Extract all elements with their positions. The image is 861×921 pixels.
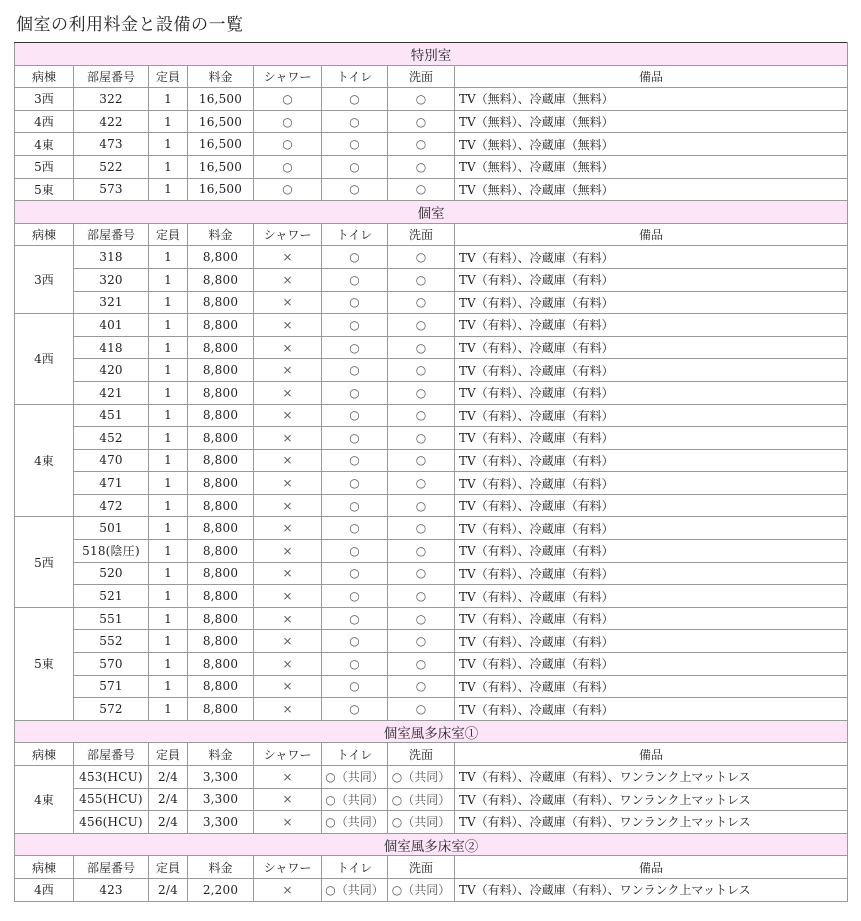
sink-cell: ○ [388,133,455,156]
room-number-cell: 420 [74,359,149,382]
table-row [15,698,848,721]
toilet-cell: ○ [322,336,388,359]
toilet-cell: ○ [322,268,388,291]
shower-cell: × [254,562,322,585]
capacity-cell: 1 [149,133,188,156]
column-header: 定員 [149,743,188,766]
room-number-cell: 573 [74,178,149,201]
fee-cell: 3,300 [188,811,254,834]
fee-cell: 16,500 [188,155,254,178]
shower-cell: × [254,788,322,811]
shower-cell: × [254,291,322,314]
column-header: 病棟 [15,743,74,766]
fee-cell: 16,500 [188,110,254,133]
toilet-cell: ○ [322,472,388,495]
ward-cell: 4東 [15,766,74,834]
fee-cell: 8,800 [188,427,254,450]
toilet-cell: ○（共同） [322,788,388,811]
toilet-cell: ○ [322,314,388,337]
sink-cell: ○ [388,314,455,337]
toilet-cell: ○ [322,427,388,450]
capacity-cell: 2/4 [149,766,188,789]
equipment-cell: TV（無料）、冷蔵庫（無料） [455,133,848,156]
shower-cell: × [254,359,322,382]
section-title: 個室風多床室② [15,833,848,856]
shower-cell: × [254,494,322,517]
column-header: 洗面 [388,743,455,766]
column-header-row [15,65,848,88]
table-row [15,246,848,269]
shower-cell: × [254,811,322,834]
table-row [15,540,848,563]
section-title-row [15,43,848,66]
ward-cell: 3西 [15,246,74,314]
column-header: 定員 [149,223,188,246]
table-row [15,449,848,472]
table-row [15,88,848,111]
fee-cell: 8,800 [188,653,254,676]
sink-cell: ○ [388,427,455,450]
room-number-cell: 456(HCU) [74,811,149,834]
column-header-row [15,223,848,246]
table-row [15,178,848,201]
sink-cell: ○ [388,698,455,721]
column-header: 料金 [188,223,254,246]
fee-cell: 8,800 [188,336,254,359]
table-row [15,314,848,337]
shower-cell: ○ [254,155,322,178]
shower-cell: × [254,517,322,540]
table-row [15,517,848,540]
fee-cell: 3,300 [188,766,254,789]
fee-cell: 8,800 [188,449,254,472]
shower-cell: × [254,653,322,676]
toilet-cell: ○ [322,698,388,721]
room-number-cell: 501 [74,517,149,540]
fee-cell: 2,200 [188,878,254,901]
room-number-cell: 518(陰圧) [74,540,149,563]
capacity-cell: 1 [149,585,188,608]
ward-cell: 4東 [15,404,74,517]
sink-cell: ○ [388,630,455,653]
capacity-cell: 1 [149,675,188,698]
column-header: 病棟 [15,65,74,88]
room-number-cell: 570 [74,653,149,676]
shower-cell: × [254,766,322,789]
column-header: 洗面 [388,223,455,246]
ward-cell: 5西 [15,517,74,607]
room-number-cell: 453(HCU) [74,766,149,789]
capacity-cell: 2/4 [149,811,188,834]
equipment-cell: TV（有料）、冷蔵庫（有料） [455,314,848,337]
table-row [15,155,848,178]
equipment-cell: TV（有料）、冷蔵庫（有料） [455,336,848,359]
column-header: トイレ [322,65,388,88]
fee-cell: 8,800 [188,268,254,291]
capacity-cell: 1 [149,517,188,540]
column-header: トイレ [322,223,388,246]
table-row [15,630,848,653]
column-header: トイレ [322,856,388,879]
shower-cell: × [254,585,322,608]
equipment-cell: TV（有料）、冷蔵庫（有料） [455,427,848,450]
column-header: 部屋番号 [74,223,149,246]
capacity-cell: 1 [149,314,188,337]
sink-cell: ○ [388,359,455,382]
toilet-cell: ○ [322,291,388,314]
capacity-cell: 1 [149,562,188,585]
toilet-cell: ○ [322,110,388,133]
section-title-row [15,720,848,743]
room-number-cell: 571 [74,675,149,698]
shower-cell: × [254,381,322,404]
table-row [15,336,848,359]
column-header: 部屋番号 [74,65,149,88]
table-row [15,562,848,585]
table-row [15,427,848,450]
sink-cell: ○ [388,607,455,630]
shower-cell: × [254,449,322,472]
page-title: 個室の利用料金と設備の一覧 [16,15,244,35]
sink-cell: ○ [388,517,455,540]
room-number-cell: 421 [74,381,149,404]
fee-cell: 3,300 [188,788,254,811]
toilet-cell: ○ [322,359,388,382]
column-header: 病棟 [15,856,74,879]
toilet-cell: ○ [322,494,388,517]
equipment-cell: TV（有料）、冷蔵庫（有料） [455,449,848,472]
shower-cell: ○ [254,88,322,111]
table-row [15,653,848,676]
fee-cell: 8,800 [188,472,254,495]
column-header: トイレ [322,743,388,766]
shower-cell: × [254,698,322,721]
ward-cell: 4西 [15,314,74,404]
sink-cell: ○（共同） [388,878,455,901]
sink-cell: ○ [388,381,455,404]
capacity-cell: 1 [149,630,188,653]
capacity-cell: 1 [149,246,188,269]
sink-cell: ○ [388,268,455,291]
equipment-cell: TV（有料）、冷蔵庫（有料） [455,562,848,585]
room-number-cell: 552 [74,630,149,653]
table-row [15,811,848,834]
column-header-row [15,856,848,879]
ward-cell: 4東 [15,133,74,156]
table-row [15,472,848,495]
toilet-cell: ○ [322,517,388,540]
table-row [15,766,848,789]
toilet-cell: ○ [322,653,388,676]
fee-cell: 16,500 [188,133,254,156]
equipment-cell: TV（有料）、冷蔵庫（有料） [455,246,848,269]
room-number-cell: 423 [74,878,149,901]
capacity-cell: 1 [149,472,188,495]
capacity-cell: 1 [149,404,188,427]
equipment-cell: TV（有料）、冷蔵庫（有料） [455,404,848,427]
room-number-cell: 455(HCU) [74,788,149,811]
capacity-cell: 1 [149,178,188,201]
fee-cell: 8,800 [188,359,254,382]
capacity-cell: 1 [149,427,188,450]
shower-cell: × [254,472,322,495]
fee-cell: 8,800 [188,314,254,337]
capacity-cell: 1 [149,653,188,676]
fee-cell: 8,800 [188,585,254,608]
toilet-cell: ○ [322,133,388,156]
room-number-cell: 521 [74,585,149,608]
shower-cell: ○ [254,178,322,201]
equipment-cell: TV（有料）、冷蔵庫（有料）、ワンランク上マットレス [455,788,848,811]
toilet-cell: ○ [322,585,388,608]
column-header: 洗面 [388,856,455,879]
shower-cell: × [254,314,322,337]
column-header: 部屋番号 [74,856,149,879]
column-header: 備品 [455,856,848,879]
fee-cell: 8,800 [188,381,254,404]
shower-cell: × [254,268,322,291]
room-number-cell: 472 [74,494,149,517]
sink-cell: ○ [388,585,455,608]
ward-cell: 5西 [15,155,74,178]
equipment-cell: TV（無料）、冷蔵庫（無料） [455,110,848,133]
table-row [15,675,848,698]
sink-cell: ○ [388,449,455,472]
sink-cell: ○ [388,472,455,495]
sink-cell: ○ [388,562,455,585]
capacity-cell: 1 [149,449,188,472]
equipment-cell: TV（有料）、冷蔵庫（有料） [455,698,848,721]
table-row [15,404,848,427]
equipment-cell: TV（無料）、冷蔵庫（無料） [455,155,848,178]
fee-cell: 8,800 [188,540,254,563]
column-header: 料金 [188,65,254,88]
capacity-cell: 1 [149,268,188,291]
fee-cell: 8,800 [188,494,254,517]
fee-cell: 8,800 [188,698,254,721]
table-row [15,133,848,156]
toilet-cell: ○ [322,246,388,269]
room-number-cell: 318 [74,246,149,269]
sink-cell: ○ [388,246,455,269]
column-header: 備品 [455,743,848,766]
equipment-cell: TV（有料）、冷蔵庫（有料） [455,630,848,653]
fee-cell: 8,800 [188,607,254,630]
shower-cell: × [254,404,322,427]
sink-cell: ○ [388,653,455,676]
capacity-cell: 1 [149,381,188,404]
room-number-cell: 572 [74,698,149,721]
column-header: 洗面 [388,65,455,88]
equipment-cell: TV（有料）、冷蔵庫（有料） [455,540,848,563]
sink-cell: ○ [388,178,455,201]
sink-cell: ○ [388,155,455,178]
shower-cell: × [254,675,322,698]
toilet-cell: ○ [322,675,388,698]
room-number-cell: 470 [74,449,149,472]
equipment-cell: TV（有料）、冷蔵庫（有料） [455,653,848,676]
shower-cell: × [254,246,322,269]
room-number-cell: 551 [74,607,149,630]
capacity-cell: 1 [149,110,188,133]
equipment-cell: TV（有料）、冷蔵庫（有料） [455,268,848,291]
column-header: 定員 [149,856,188,879]
equipment-cell: TV（無料）、冷蔵庫（無料） [455,88,848,111]
capacity-cell: 1 [149,698,188,721]
ward-cell: 4西 [15,110,74,133]
table-row [15,291,848,314]
table-row [15,607,848,630]
sink-cell: ○ [388,494,455,517]
equipment-cell: TV（有料）、冷蔵庫（有料） [455,291,848,314]
room-number-cell: 451 [74,404,149,427]
column-header: シャワー [254,223,322,246]
column-header: 病棟 [15,223,74,246]
toilet-cell: ○ [322,404,388,427]
equipment-cell: TV（有料）、冷蔵庫（有料） [455,494,848,517]
equipment-cell: TV（有料）、冷蔵庫（有料）、ワンランク上マットレス [455,811,848,834]
table-row [15,381,848,404]
sink-cell: ○（共同） [388,788,455,811]
equipment-cell: TV（有料）、冷蔵庫（有料） [455,607,848,630]
ward-cell: 3西 [15,88,74,111]
fee-cell: 8,800 [188,291,254,314]
fee-cell: 16,500 [188,178,254,201]
toilet-cell: ○ [322,381,388,404]
sink-cell: ○ [388,88,455,111]
equipment-cell: TV（有料）、冷蔵庫（有料） [455,359,848,382]
fee-cell: 16,500 [188,88,254,111]
room-number-cell: 473 [74,133,149,156]
toilet-cell: ○ [322,178,388,201]
column-header: シャワー [254,65,322,88]
capacity-cell: 1 [149,607,188,630]
section-title: 個室 [15,201,848,224]
capacity-cell: 1 [149,494,188,517]
room-number-cell: 471 [74,472,149,495]
column-header: 備品 [455,65,848,88]
capacity-cell: 1 [149,88,188,111]
column-header: シャワー [254,856,322,879]
capacity-cell: 1 [149,540,188,563]
column-header: 備品 [455,223,848,246]
room-number-cell: 321 [74,291,149,314]
equipment-cell: TV（無料）、冷蔵庫（無料） [455,178,848,201]
toilet-cell: ○ [322,607,388,630]
room-number-cell: 418 [74,336,149,359]
shower-cell: × [254,540,322,563]
toilet-cell: ○（共同） [322,878,388,901]
room-number-cell: 452 [74,427,149,450]
equipment-cell: TV（有料）、冷蔵庫（有料） [455,675,848,698]
section-title-row [15,833,848,856]
capacity-cell: 1 [149,291,188,314]
table-row [15,359,848,382]
toilet-cell: ○ [322,88,388,111]
capacity-cell: 1 [149,359,188,382]
capacity-cell: 1 [149,155,188,178]
fee-cell: 8,800 [188,630,254,653]
sink-cell: ○ [388,404,455,427]
section-title: 特別室 [15,43,848,66]
toilet-cell: ○（共同） [322,766,388,789]
table-row [15,788,848,811]
capacity-cell: 2/4 [149,878,188,901]
room-number-cell: 422 [74,110,149,133]
toilet-cell: ○ [322,630,388,653]
ward-cell: 5東 [15,178,74,201]
sink-cell: ○ [388,291,455,314]
fee-cell: 8,800 [188,246,254,269]
equipment-cell: TV（有料）、冷蔵庫（有料） [455,381,848,404]
column-header: 部屋番号 [74,743,149,766]
column-header: 料金 [188,856,254,879]
equipment-cell: TV（有料）、冷蔵庫（有料） [455,585,848,608]
capacity-cell: 1 [149,336,188,359]
ward-cell: 5東 [15,607,74,720]
room-fee-table [14,42,848,902]
table-row [15,878,848,901]
sink-cell: ○（共同） [388,766,455,789]
toilet-cell: ○ [322,562,388,585]
shower-cell: × [254,427,322,450]
table-row [15,494,848,517]
room-number-cell: 401 [74,314,149,337]
equipment-cell: TV（有料）、冷蔵庫（有料） [455,517,848,540]
shower-cell: ○ [254,110,322,133]
table-row [15,268,848,291]
fee-cell: 8,800 [188,675,254,698]
shower-cell: × [254,878,322,901]
toilet-cell: ○ [322,540,388,563]
section-title-row [15,201,848,224]
capacity-cell: 2/4 [149,788,188,811]
toilet-cell: ○ [322,449,388,472]
room-number-cell: 522 [74,155,149,178]
sink-cell: ○ [388,675,455,698]
section-title: 個室風多床室① [15,720,848,743]
room-number-cell: 320 [74,268,149,291]
column-header-row [15,743,848,766]
toilet-cell: ○ [322,155,388,178]
sink-cell: ○ [388,540,455,563]
column-header: シャワー [254,743,322,766]
shower-cell: × [254,607,322,630]
fee-cell: 8,800 [188,562,254,585]
shower-cell: ○ [254,133,322,156]
table-row [15,585,848,608]
column-header: 料金 [188,743,254,766]
equipment-cell: TV（有料）、冷蔵庫（有料）、ワンランク上マットレス [455,766,848,789]
table-row [15,110,848,133]
sink-cell: ○（共同） [388,811,455,834]
toilet-cell: ○（共同） [322,811,388,834]
fee-cell: 8,800 [188,517,254,540]
shower-cell: × [254,630,322,653]
column-header: 定員 [149,65,188,88]
room-number-cell: 520 [74,562,149,585]
sink-cell: ○ [388,110,455,133]
room-number-cell: 322 [74,88,149,111]
equipment-cell: TV（有料）、冷蔵庫（有料）、ワンランク上マットレス [455,878,848,901]
equipment-cell: TV（有料）、冷蔵庫（有料） [455,472,848,495]
ward-cell: 4西 [15,878,74,901]
shower-cell: × [254,336,322,359]
sink-cell: ○ [388,336,455,359]
fee-cell: 8,800 [188,404,254,427]
